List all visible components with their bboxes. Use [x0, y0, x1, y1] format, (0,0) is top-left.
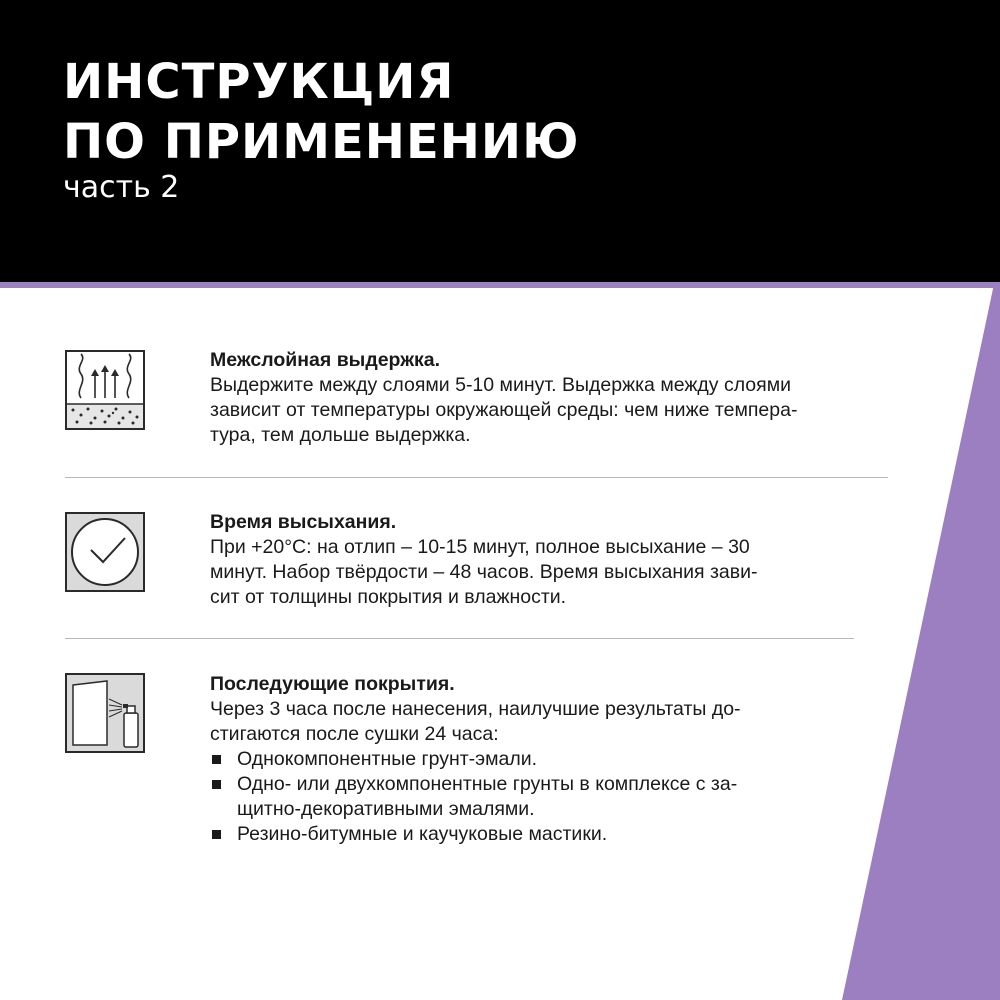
section-divider	[65, 638, 854, 639]
body-line: тура, тем дольше выдержка.	[210, 424, 471, 446]
list-item-line: Одно- или двухкомпонентные грунты в комплексе с за-	[237, 773, 738, 795]
body-line: Выдержите между слоями 5-10 минут. Выдержка между слоями	[210, 374, 791, 396]
body-line: зависит от температуры окружающей среды: чем ниже темпера-	[210, 399, 798, 421]
title-line-2: ПО ПРИМЕНЕНИЮ	[63, 114, 580, 170]
bullet-list	[210, 747, 900, 847]
section-text	[210, 348, 900, 448]
section-heading: Время высыхания.	[210, 511, 397, 533]
body-line: Через 3 часа после нанесения, наилучшие результаты до-	[210, 698, 741, 720]
list-item-line: Резино-битумные и каучуковые мастики.	[237, 823, 608, 845]
section-divider	[65, 477, 888, 478]
body-line: сит от толщины покрытия и влажности.	[210, 586, 567, 608]
list-item-line: Однокомпонентные грунт-эмали.	[237, 748, 538, 770]
section-heading: Межслойная выдержка.	[210, 349, 441, 371]
list-item	[210, 822, 900, 847]
page-subtitle: часть 2	[63, 170, 180, 205]
title-line-1: ИНСТРУКЦИЯ	[63, 54, 455, 110]
section-text	[210, 510, 900, 610]
heat-layer-icon	[65, 350, 145, 430]
header-banner	[0, 0, 1000, 282]
section-text	[210, 672, 900, 847]
section-heading: Последующие покрытия.	[210, 673, 455, 695]
body-line: При +20°C: на отлип – 10-15 минут, полное высыхание – 30	[210, 536, 750, 558]
list-item-line: щитно-декоративными эмалями.	[237, 798, 535, 820]
spray-can-icon	[65, 673, 145, 753]
list-item	[210, 747, 900, 772]
page-title	[63, 52, 579, 172]
list-item	[210, 772, 900, 822]
body-line: минут. Набор твёрдости – 48 часов. Время высыхания зави-	[210, 561, 758, 583]
clock-icon	[65, 512, 145, 592]
body-line: стигаются после сушки 24 часа:	[210, 723, 499, 745]
